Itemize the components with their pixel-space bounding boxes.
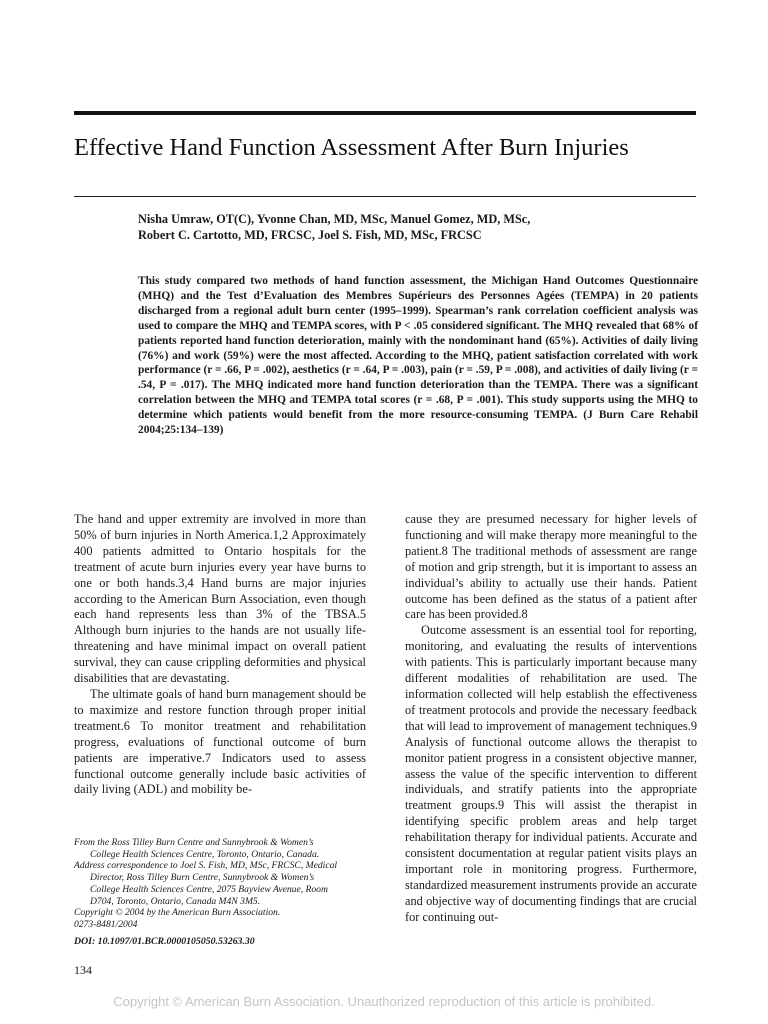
authors-line-1: Nisha Umraw, OT(C), Yvonne Chan, MD, MSc, Manuel Gomez, MD, MSc, xyxy=(138,212,531,226)
footnote-line: Copyright © 2004 by the American Burn Association. xyxy=(74,907,281,919)
copyright-watermark: Copyright © American Burn Association. Unauthorized reproduction of this article is prohibited. xyxy=(113,994,655,1009)
article-title: Effective Hand Function Assessment After Burn Injuries xyxy=(74,134,629,161)
body-column-left xyxy=(74,512,366,798)
paragraph: cause they are presumed necessary for higher levels of functioning and will make therapy more meaningful to the patient.8 The traditional methods of assessment are range of motion and grip strength, but it is important to assess an individual’s ability to actually use their hands. Patient outcome has been defined as the status of a patient after care has been provided.8 xyxy=(405,512,697,622)
doi: DOI: 10.1097/01.BCR.0000105050.53263.30 xyxy=(74,936,255,947)
title-rule xyxy=(74,196,696,197)
author-list xyxy=(138,211,698,243)
page-number: 134 xyxy=(74,963,92,977)
footnote-line: College Health Sciences Centre, Toronto, Ontario, Canada. xyxy=(90,848,320,860)
body-column-right xyxy=(405,512,697,926)
abstract: This study compared two methods of hand function assessment, the Michigan Hand Outcomes Questionnaire (MHQ) and the Test d’Evaluation des Membres Supérieurs des Personnes Agées (TEMPA) in 20 patients discharged from a regional adult burn center (1995–1999). Spearman’s rank correlation coefficient analysis was used to compare the MHQ and TEMPA scores, with P < .05 considered significant. The MHQ revealed that 68% of patients reported hand function deterioration, mainly with the nondominant hand (65%). Activities of daily living (76%) and work (59%) were the most affected. According to the MHQ, patient satisfaction correlated with work performance (r = .66, P = .002), aesthetics (r = .64, P = .003), pain (r = .59, P = .008), and activities of daily living (r = .54, P = .017). The MHQ indicated more hand function deterioration than the TEMPA. There was a significant correlation between the MHQ and TEMPA total scores (r = .68, P = .001). This study supports using the MHQ to determine which patients would benefit from the more resource-consuming TEMPA. (J Burn Care Rehabil 2004;25:134–139) xyxy=(138,275,698,437)
authors-line-2: Robert C. Cartotto, MD, FRCSC, Joel S. Fish, MD, MSc, FRCSC xyxy=(138,228,482,242)
paragraph: The hand and upper extremity are involved in more than 50% of burn injuries in North America.1,2 Approximately 400 patients admitted to Ontario hospitals for the treatment of acute burn injuries every year have burns to one or both hands.3,4 Hand burns are major injuries according to the American Burn Association, even though each hand represents less than 3% of the TBSA.5 Although burn injuries to the hands are not usually life-threatening and have minimal impact on overall patient survival, they can cause crippling deformities and physical disabilities that are devastating. xyxy=(74,512,366,686)
footnote-line: D704, Toronto, Ontario, Canada M4N 3M5. xyxy=(90,895,261,907)
footnote-line: From the Ross Tilley Burn Centre and Sunnybrook & Women’s xyxy=(74,837,314,848)
footnote-line: College Health Sciences Centre, 2075 Bayview Avenue, Room xyxy=(90,883,328,895)
top-rule xyxy=(74,111,696,115)
affiliation-footnote xyxy=(74,837,374,931)
footnote-line: Address correspondence to Joel S. Fish, MD, MSc, FRCSC, Medical xyxy=(74,860,338,872)
paragraph: Outcome assessment is an essential tool for reporting, monitoring, and evaluating the results of interventions with patients. This is particularly important because many different modalities of rehabilitation are used. The information collected will help establish the effectiveness of treatment protocols and provide the necessary feedback that will lead to improvement of management techniques.9 Analysis of functional outcome allows the therapist to monitor patient progress in a consistent objective manner, assess the value of the specific intervention to different individuals, and stratify patients into the appropriate treatment groups.9 This will assist the therapist in identifying specific problem areas and help target rehabilitation therapy for individual patients. Accurate and consistent documentation at regular patient visits plays an important role in monitoring progress. Furthermore, standardized measurement instruments provide an accurate and objective way of documenting findings that are crucial for continuing out- xyxy=(405,623,697,924)
paragraph: The ultimate goals of hand burn management should be to maximize and restore function through proper initial treatment.6 To monitor treatment and rehabilitation progress, evaluations of functional outcome of burn patients are imperative.7 Indicators used to assess functional outcome generally include basic activities of daily living (ADL) and mobility be- xyxy=(74,686,366,797)
footnote-line: 0273-8481/2004 xyxy=(74,918,138,930)
footnote-line: Director, Ross Tilley Burn Centre, Sunnybrook & Women’s xyxy=(90,872,315,884)
